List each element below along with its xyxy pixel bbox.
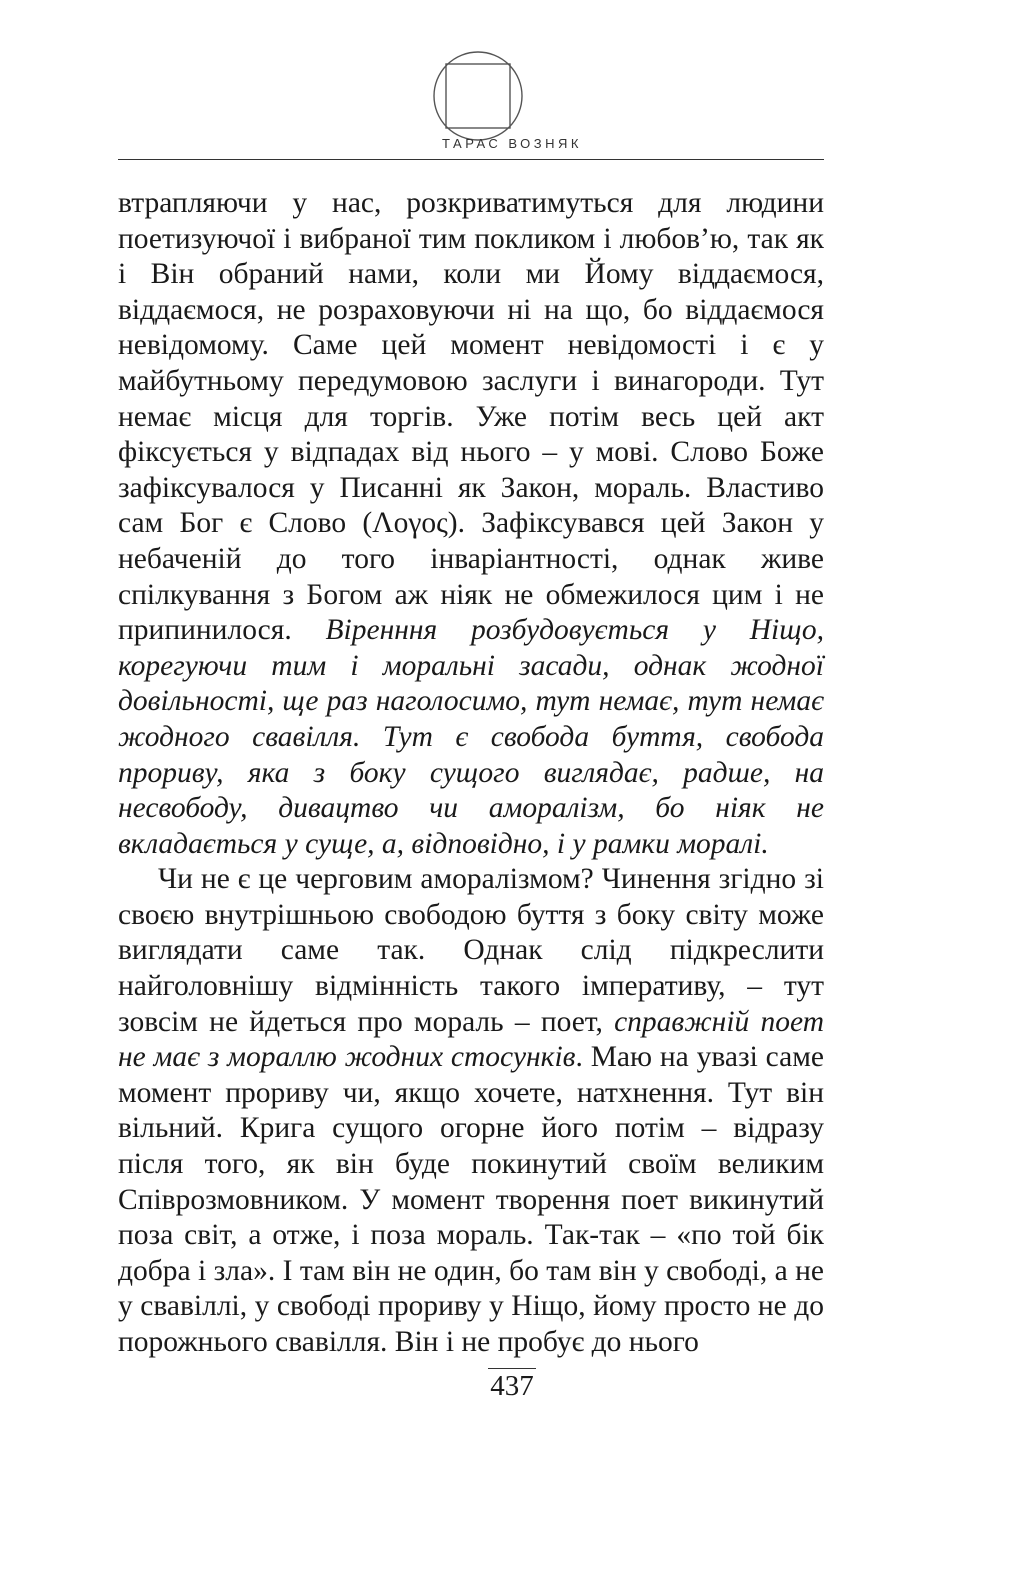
page-number-value: 437 (490, 1370, 534, 1402)
paragraph-1-text: втрапляючи у нас, розкриватимуться для людини поетизуючої і вибраної тим покликом і любов’ю, так як і Він обраний нами, коли ми Йому віддаємося, віддаємося, не розраховуючи ні на що, бо віддаємося невідомому. Саме цей момент невідомості і є у майбутньому передумовою заслуги і винагороди. Тут немає місця для торгів. Уже потім весь цей акт фіксується у відпадах від нього – у мові. Слово Боже зафіксувалося у Писанні як Закон, мораль. Властиво сам Бог є Слово (Λογος). Зафіксувався цей Закон у небаченій до того інваріантності, однак живе спілкування з Богом аж ніяк не обмежилося цим і не припинилося. (118, 187, 824, 647)
paragraph-2-text: Чи не є це черговим аморалізмом? Чинення згідно зі своєю внутрішньою свободою буття з боку світу може виглядати саме так. Однак слід підкреслити найголовнішу відмінність такого імперативу, – тут зовсім не йдеться про мораль – поет, (118, 863, 824, 1038)
header-rule (118, 159, 824, 160)
circle-square-logo-icon (432, 50, 524, 142)
paragraph-2-italic: справжній поет не має з мораллю жодних стосунків (118, 1005, 824, 1074)
running-head: ТАРАС ВОЗНЯК (442, 136, 582, 151)
page-number (0, 1368, 1024, 1403)
paragraph-2 (118, 862, 824, 1360)
paragraph-1-italic: Віренння розбудовується у Ніщо, корегуючи тим і моральні засади, однак жодної довільності, ще раз наголосимо, тут немає, тут немає жодного свавілля. Тут є свобода буття, свобода прориву, яка з боку сущого виглядає, радше, на несвободу, дивацтво чи аморалізм, бо ніяк не вкладається у суще, а, відповідно, і у рамки моралі. (118, 614, 825, 860)
paragraph-2-text-end: . Маю на увазі саме момент прориву чи, якщо хочете, натхнення. Тут він вільний. Крига сущого огорне його потім – відразу після того, як він буде покинутий своїм великим Співрозмовником. У момент творення поет викинутий поза світ, а отже, і поза мораль. Так-так – «по той бік добра і зла». І там він не один, бо там він у свободі, а не у свавіллі, у свободі прориву у Ніщо, йому просто не до порожнього свавілля. Він і не пробує до нього (118, 1041, 824, 1358)
paragraph-1 (118, 186, 824, 862)
body-text (118, 186, 824, 1361)
